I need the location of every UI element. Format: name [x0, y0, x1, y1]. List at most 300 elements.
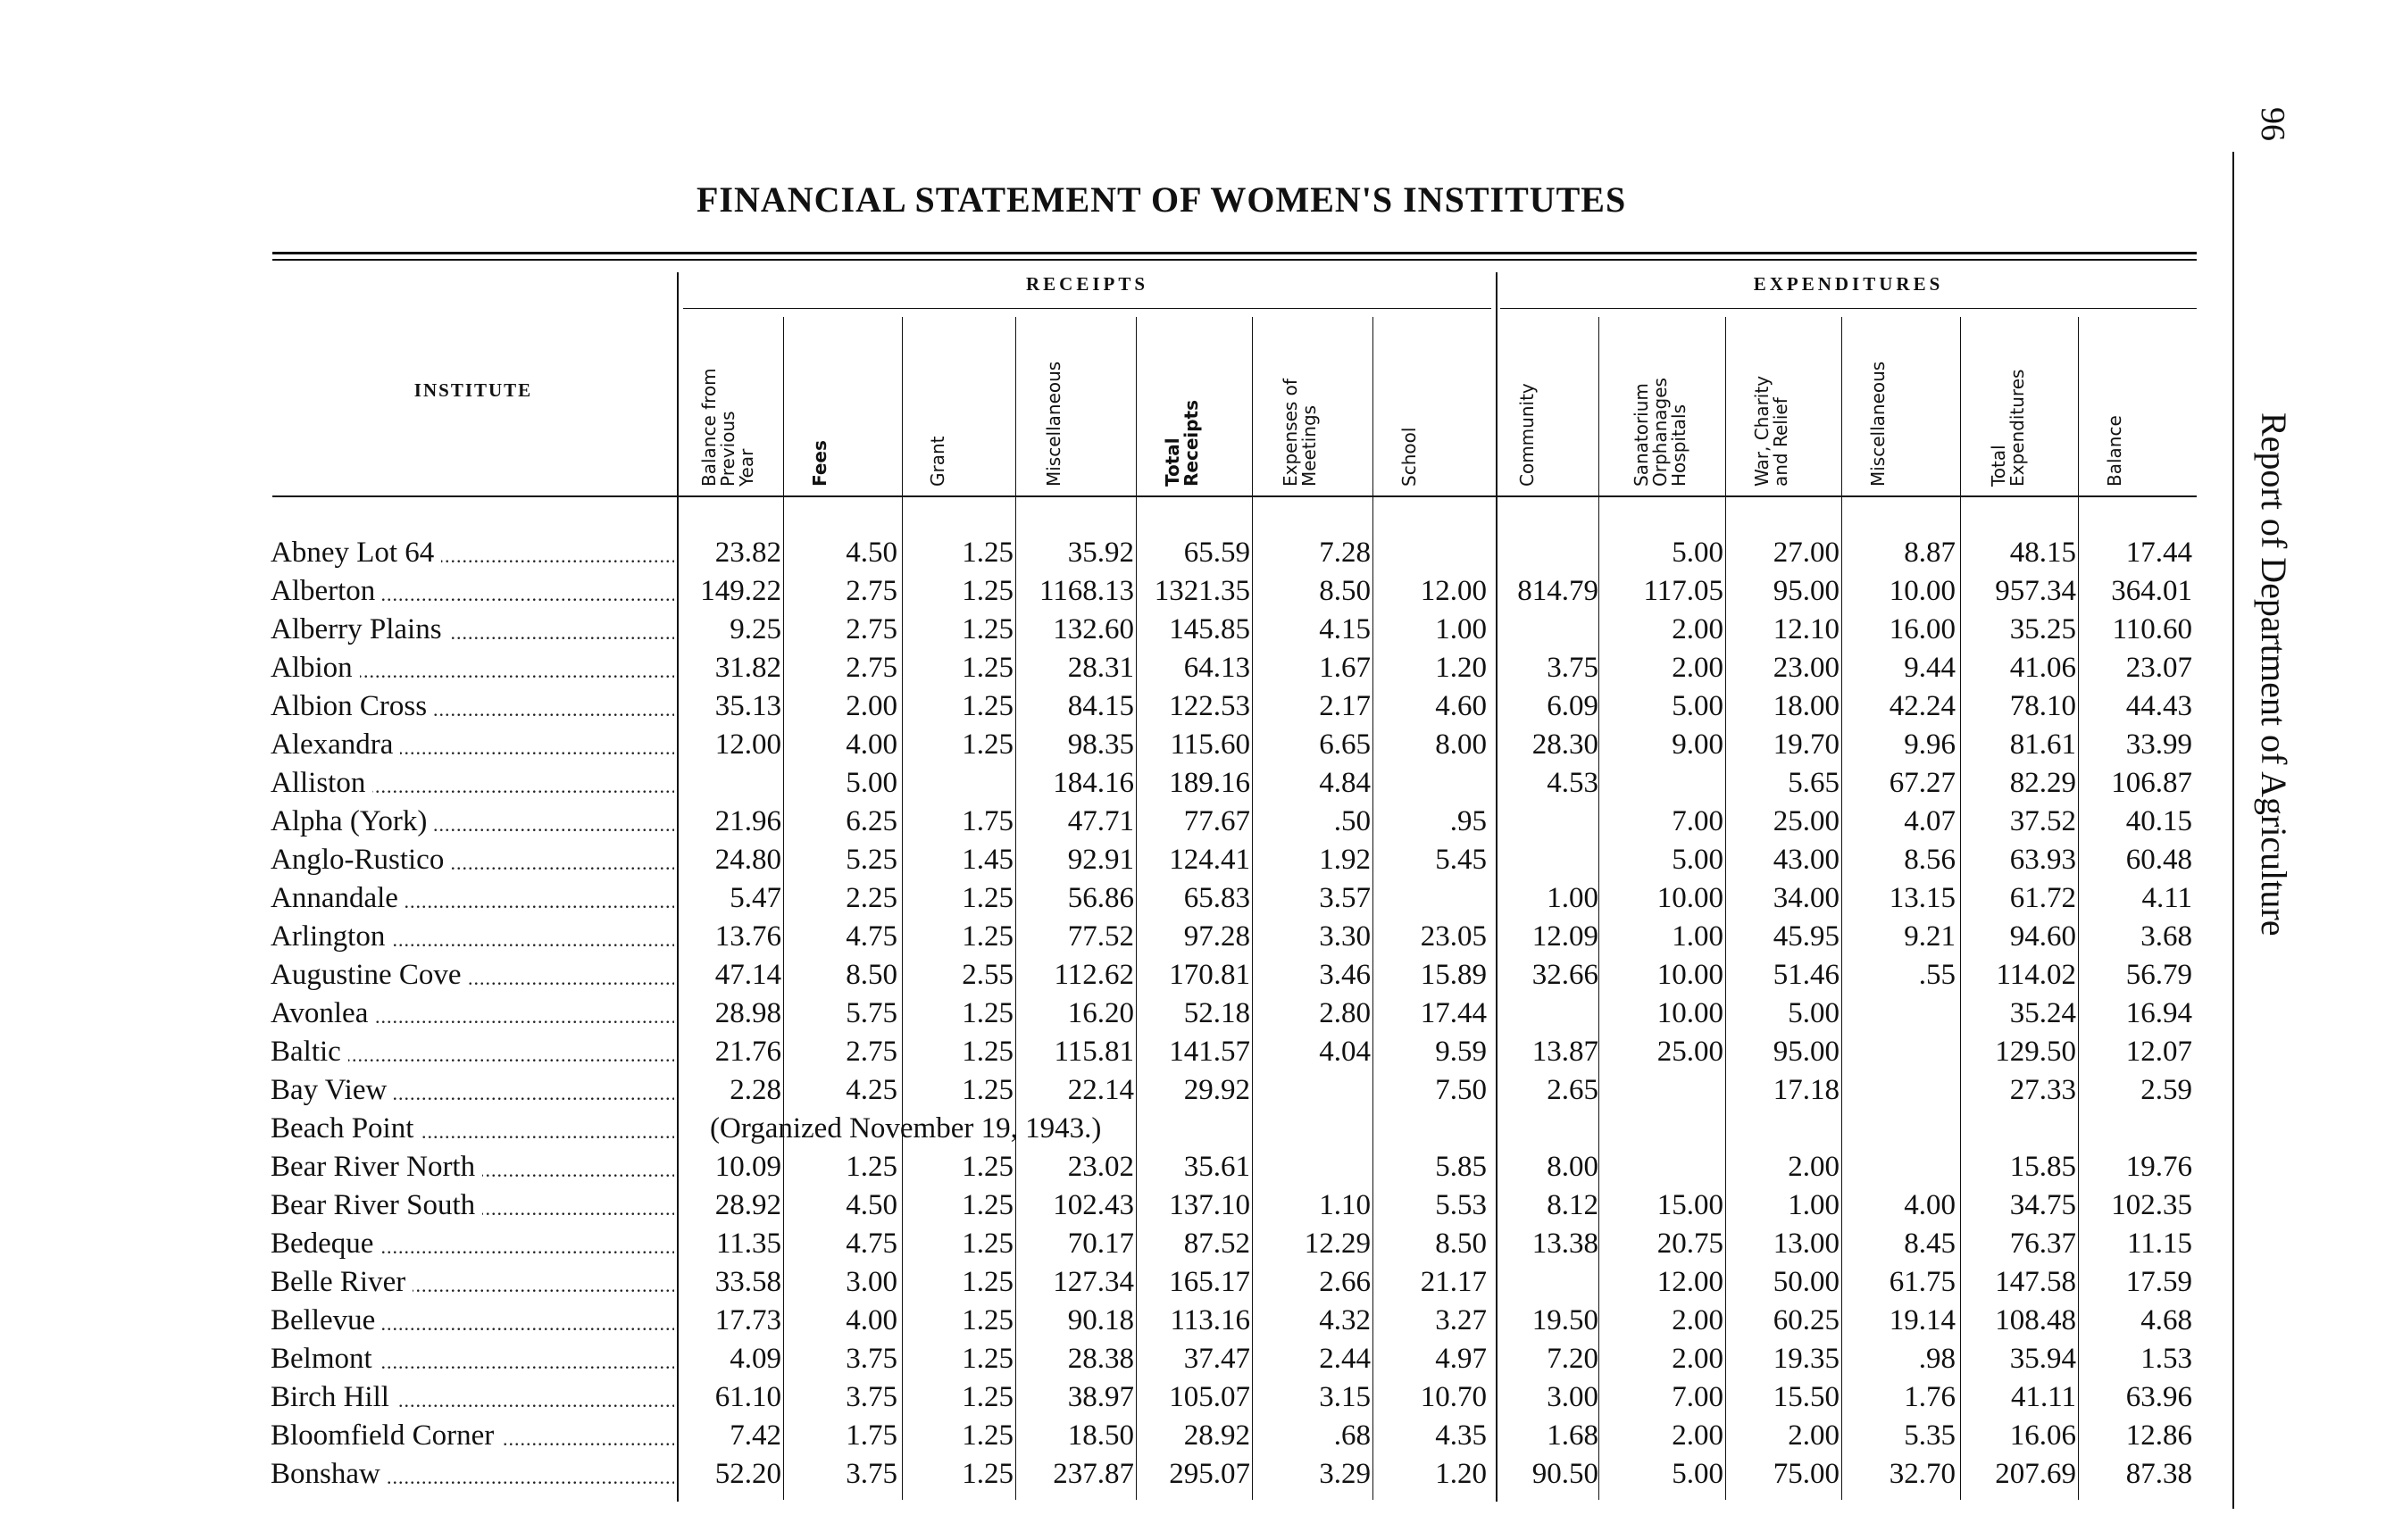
value-cell: 207.69 — [1995, 1458, 2076, 1490]
value-cell: 95.00 — [1773, 575, 1840, 607]
value-cell: 90.18 — [1067, 1304, 1134, 1336]
value-cell: 64.13 — [1183, 652, 1250, 684]
value-cell: 2.00 — [1672, 1419, 1723, 1452]
value-cell: 3.00 — [1547, 1381, 1598, 1413]
institute-name-cell — [271, 995, 674, 1033]
value-cell: 41.11 — [2010, 1381, 2076, 1413]
institute-name: Bloomfield Corner — [271, 1419, 501, 1452]
value-cell: 98.35 — [1067, 728, 1134, 761]
table-row — [0, 572, 2232, 611]
row-note: (Organized November 19, 1943.) — [710, 1112, 1102, 1145]
institute-name: Belmont — [271, 1343, 380, 1375]
value-cell: 7.00 — [1672, 1381, 1723, 1413]
value-cell: 11.15 — [2126, 1228, 2192, 1260]
value-cell: 102.43 — [1053, 1189, 1134, 1221]
value-cell: 60.25 — [1773, 1304, 1840, 1336]
value-cell: 16.06 — [2009, 1419, 2076, 1452]
value-cell: .98 — [1918, 1343, 1956, 1375]
receipts-heading: RECEIPTS — [1025, 273, 1149, 295]
institute-name-cell — [271, 1302, 674, 1340]
institute-name-cell — [271, 764, 674, 803]
value-cell: 16.20 — [1067, 997, 1134, 1029]
value-cell: 4.00 — [1904, 1189, 1956, 1221]
value-cell: 9.44 — [1904, 652, 1956, 684]
value-cell: 34.75 — [2009, 1189, 2076, 1221]
page-title: FINANCIAL STATEMENT OF WOMEN'S INSTITUTES — [697, 179, 1627, 220]
value-cell: 5.00 — [1788, 997, 1840, 1029]
value-cell: 78.10 — [2009, 690, 2076, 722]
value-cell: 19.70 — [1773, 728, 1840, 761]
table-row — [0, 687, 2232, 726]
value-cell: 25.00 — [1773, 805, 1840, 837]
value-cell: 63.93 — [2009, 844, 2076, 876]
value-cell: 81.61 — [2009, 728, 2076, 761]
value-cell: 5.45 — [1435, 844, 1487, 876]
value-cell: 23.07 — [2125, 652, 2192, 684]
value-cell: 1.67 — [1319, 652, 1371, 684]
value-cell: 3.27 — [1435, 1304, 1487, 1336]
value-cell: 1.76 — [1904, 1381, 1956, 1413]
value-cell: 1168.13 — [1039, 575, 1134, 607]
value-cell: 17.59 — [2125, 1266, 2192, 1298]
value-cell: 1.00 — [1547, 882, 1598, 914]
institute-heading: INSTITUTE — [413, 379, 533, 401]
value-cell: 3.29 — [1319, 1458, 1371, 1490]
value-cell: 12.00 — [714, 728, 781, 761]
column-header: War, Charity and Relief — [1750, 375, 1791, 487]
value-cell: 113.16 — [1170, 1304, 1250, 1336]
institute-name-cell — [271, 956, 674, 995]
value-cell: 10.09 — [714, 1151, 781, 1183]
table-row — [0, 1417, 2232, 1455]
value-cell: 1.25 — [962, 1228, 1014, 1260]
value-cell: 9.96 — [1904, 728, 1956, 761]
value-cell: 35.61 — [1183, 1151, 1250, 1183]
value-cell: 17.18 — [1773, 1074, 1840, 1106]
running-header — [2241, 107, 2295, 936]
value-cell: 52.18 — [1183, 997, 1250, 1029]
table-row — [0, 879, 2232, 918]
value-cell: 2.00 — [1788, 1419, 1840, 1452]
column-header: Balance — [2103, 415, 2125, 487]
value-cell: 102.35 — [2111, 1189, 2192, 1221]
value-cell: 5.00 — [1672, 690, 1723, 722]
column-header: Fees — [808, 440, 830, 487]
value-cell: 3.75 — [846, 1458, 897, 1490]
institute-name: Belle River — [271, 1266, 413, 1298]
institute-name: Bellevue — [271, 1304, 382, 1336]
value-cell — [1255, 1071, 1371, 1110]
value-cell: 5.00 — [1672, 844, 1723, 876]
institute-name-cell — [271, 1033, 674, 1071]
value-cell: 129.50 — [1995, 1036, 2076, 1068]
top-double-rule-2 — [272, 259, 2197, 261]
value-cell: 50.00 — [1773, 1266, 1840, 1298]
value-cell: 5.35 — [1904, 1419, 1956, 1452]
value-cell: 184.16 — [1053, 767, 1134, 799]
institute-name-cell — [271, 879, 674, 918]
value-cell: 4.97 — [1435, 1343, 1487, 1375]
institute-name: Alliston — [271, 767, 372, 799]
value-cell: 4.09 — [730, 1343, 781, 1375]
value-cell — [1500, 841, 1598, 879]
value-cell: 1.25 — [962, 1304, 1014, 1336]
value-cell: 2.59 — [2140, 1074, 2192, 1106]
value-cell: 15.89 — [1420, 959, 1487, 991]
value-cell: 11.35 — [715, 1228, 781, 1260]
value-cell: 1.25 — [962, 1151, 1014, 1183]
value-cell: 35.13 — [714, 690, 781, 722]
value-cell: 1.25 — [962, 1419, 1014, 1452]
value-cell: 32.66 — [1531, 959, 1598, 991]
value-cell: 12.09 — [1531, 920, 1598, 953]
value-cell: 16.00 — [1889, 613, 1956, 645]
value-cell: 1.10 — [1319, 1189, 1371, 1221]
value-cell: 19.76 — [2125, 1151, 2192, 1183]
value-cell: 4.07 — [1904, 805, 1956, 837]
column-header: Balance from Previous Year — [697, 368, 757, 487]
value-cell: 237.87 — [1053, 1458, 1134, 1490]
value-cell: 28.38 — [1067, 1343, 1134, 1375]
value-cell: 4.84 — [1319, 767, 1371, 799]
value-cell: 35.25 — [2009, 613, 2076, 645]
table-row — [0, 726, 2232, 764]
institute-name-cell — [271, 687, 674, 726]
value-cell: 7.50 — [1435, 1074, 1487, 1106]
institute-name-cell — [271, 1340, 674, 1378]
value-cell: 52.20 — [714, 1458, 781, 1490]
value-cell — [1375, 879, 1487, 918]
value-cell: 108.48 — [1995, 1304, 2076, 1336]
value-cell: 90.50 — [1531, 1458, 1598, 1490]
value-cell: 115.81 — [1054, 1036, 1134, 1068]
value-cell: 3.57 — [1319, 882, 1371, 914]
table-row — [0, 1225, 2232, 1263]
value-cell: 1.25 — [846, 1151, 897, 1183]
value-cell: 2.80 — [1319, 997, 1371, 1029]
institute-name: Bay View — [271, 1074, 394, 1106]
value-cell: 60.48 — [2125, 844, 2192, 876]
value-cell: 27.00 — [1773, 537, 1840, 569]
value-cell: 29.92 — [1183, 1074, 1250, 1106]
value-cell: 2.00 — [1672, 1343, 1723, 1375]
value-cell: 43.00 — [1773, 844, 1840, 876]
value-cell — [1844, 1033, 1956, 1071]
value-cell: 10.00 — [1656, 959, 1723, 991]
value-cell: 1.20 — [1435, 1458, 1487, 1490]
value-cell: 1.25 — [962, 882, 1014, 914]
institute-name-cell — [271, 1225, 674, 1263]
value-cell: 18.00 — [1773, 690, 1840, 722]
value-cell: 4.75 — [846, 920, 897, 953]
value-cell: 92.91 — [1067, 844, 1134, 876]
value-cell: 25.00 — [1656, 1036, 1723, 1068]
value-cell: 145.85 — [1169, 613, 1250, 645]
institute-name-cell — [271, 611, 674, 649]
value-cell: 3.75 — [1547, 652, 1598, 684]
institute-name: Annandale — [271, 882, 405, 914]
value-cell: 7.42 — [730, 1419, 781, 1452]
value-cell: 137.10 — [1169, 1189, 1250, 1221]
value-cell: 34.00 — [1773, 882, 1840, 914]
value-cell: 127.34 — [1053, 1266, 1134, 1298]
column-header: Grant — [927, 436, 948, 487]
institute-name: Bedeque — [271, 1228, 380, 1260]
value-cell: 1.25 — [962, 997, 1014, 1029]
value-cell: 21.96 — [714, 805, 781, 837]
value-cell: 1.68 — [1547, 1419, 1598, 1452]
value-cell: 61.72 — [2009, 882, 2076, 914]
institute-name: Alexandra — [271, 728, 400, 761]
value-cell: 12.86 — [2125, 1419, 2192, 1452]
value-cell: 3.46 — [1319, 959, 1371, 991]
expenditures-rule — [1500, 308, 2197, 309]
value-cell: 77.67 — [1183, 805, 1250, 837]
value-cell: 5.00 — [1672, 537, 1723, 569]
value-cell: 8.00 — [1435, 728, 1487, 761]
value-cell: 23.05 — [1420, 920, 1487, 953]
value-cell: 2.00 — [846, 690, 897, 722]
institute-name: Bear River North — [271, 1151, 482, 1183]
value-cell: 40.15 — [2125, 805, 2192, 837]
value-cell: 5.25 — [846, 844, 897, 876]
column-header: Community — [1516, 383, 1538, 487]
value-cell: 97.28 — [1183, 920, 1250, 953]
value-cell: 2.00 — [1672, 613, 1723, 645]
value-cell: 5.00 — [1672, 1458, 1723, 1490]
value-cell: 33.99 — [2125, 728, 2192, 761]
value-cell: 5.47 — [730, 882, 781, 914]
institute-name-cell — [271, 1455, 674, 1494]
value-cell: 3.68 — [2140, 920, 2192, 953]
value-cell: 21.76 — [714, 1036, 781, 1068]
value-cell: 132.60 — [1053, 613, 1134, 645]
value-cell: 115.60 — [1170, 728, 1250, 761]
value-cell: 19.14 — [1889, 1304, 1956, 1336]
value-cell: 51.46 — [1773, 959, 1840, 991]
value-cell: 35.92 — [1067, 537, 1134, 569]
value-cell: 1.53 — [2140, 1343, 2192, 1375]
value-cell: 5.65 — [1788, 767, 1840, 799]
column-header: Sanatorium Orphanages Hospitals — [1630, 378, 1689, 487]
value-cell: 4.00 — [846, 1304, 897, 1336]
institute-name: Alberton — [271, 575, 382, 607]
value-cell — [906, 764, 1014, 803]
table-row — [0, 534, 2232, 572]
value-cell: 3.30 — [1319, 920, 1371, 953]
value-cell: 7.00 — [1672, 805, 1723, 837]
value-cell — [1500, 1263, 1598, 1302]
value-cell: 110.60 — [2112, 613, 2192, 645]
column-header: Expenses of Meetings — [1280, 379, 1320, 487]
value-cell: 4.25 — [846, 1074, 897, 1106]
value-cell: 2.28 — [730, 1074, 781, 1106]
column-header: Total Expenditures — [1987, 369, 2028, 487]
value-cell: 2.00 — [1788, 1151, 1840, 1183]
value-cell: 2.75 — [846, 652, 897, 684]
value-cell: 1.75 — [846, 1419, 897, 1452]
value-cell: 8.00 — [1547, 1151, 1598, 1183]
value-cell: 28.31 — [1067, 652, 1134, 684]
value-cell: 10.00 — [1656, 997, 1723, 1029]
value-cell: 8.50 — [1435, 1228, 1487, 1260]
running-title: Report of Department of Agriculture — [2254, 412, 2294, 936]
value-cell: 1.25 — [962, 1036, 1014, 1068]
institute-name-cell — [271, 1378, 674, 1417]
table-row — [0, 611, 2232, 649]
value-cell — [1500, 534, 1598, 572]
value-cell: 42.24 — [1889, 690, 1956, 722]
value-cell: 141.57 — [1169, 1036, 1250, 1068]
value-cell: 13.87 — [1531, 1036, 1598, 1068]
value-cell: 295.07 — [1169, 1458, 1250, 1490]
institute-name: Baltic — [271, 1036, 348, 1068]
institute-name: Avonlea — [271, 997, 375, 1029]
value-cell: 4.75 — [846, 1228, 897, 1260]
column-header: Miscellaneous — [1866, 361, 1889, 487]
value-cell — [1844, 1071, 1956, 1110]
value-cell: 31.82 — [714, 652, 781, 684]
institute-name-cell — [271, 1110, 674, 1148]
value-cell: 1.25 — [962, 613, 1014, 645]
institute-name: Birch Hill — [271, 1381, 396, 1413]
value-cell: 24.80 — [714, 844, 781, 876]
value-cell: 22.14 — [1067, 1074, 1134, 1106]
value-cell: 12.00 — [1656, 1266, 1723, 1298]
expenditures-heading: EXPENDITURES — [1753, 273, 1944, 295]
value-cell: 12.10 — [1773, 613, 1840, 645]
value-cell: 19.50 — [1531, 1304, 1598, 1336]
value-cell: 12.29 — [1304, 1228, 1371, 1260]
institute-name: Bonshaw — [271, 1458, 388, 1490]
value-cell: 6.25 — [846, 805, 897, 837]
table-row — [0, 1340, 2232, 1378]
value-cell: 4.50 — [846, 537, 897, 569]
value-cell: 13.38 — [1531, 1228, 1598, 1260]
value-cell: 1.25 — [962, 1343, 1014, 1375]
institute-name: Alpha (York) — [271, 805, 434, 837]
value-cell — [1603, 764, 1723, 803]
value-cell: 124.41 — [1169, 844, 1250, 876]
value-cell: 41.06 — [2009, 652, 2076, 684]
value-cell — [1844, 1148, 1956, 1186]
value-cell: 6.09 — [1547, 690, 1598, 722]
institute-name: Albion Cross — [271, 690, 434, 722]
table-row — [0, 649, 2232, 687]
value-cell: 7.28 — [1319, 537, 1371, 569]
column-header: Miscellaneous — [1043, 361, 1064, 487]
value-cell: 35.24 — [2009, 997, 2076, 1029]
value-cell: .55 — [1918, 959, 1956, 991]
value-cell: 23.02 — [1067, 1151, 1134, 1183]
value-cell: 5.00 — [846, 767, 897, 799]
value-cell: 23.00 — [1773, 652, 1840, 684]
institute-name-cell — [271, 1186, 674, 1225]
value-cell: 10.00 — [1656, 882, 1723, 914]
value-cell: 2.00 — [1672, 1304, 1723, 1336]
value-cell: .50 — [1333, 805, 1371, 837]
value-cell: 48.15 — [2009, 537, 2076, 569]
value-cell: 35.94 — [2009, 1343, 2076, 1375]
value-cell: 1.00 — [1435, 613, 1487, 645]
value-cell: 2.44 — [1319, 1343, 1371, 1375]
value-cell: 4.32 — [1319, 1304, 1371, 1336]
value-cell: 8.12 — [1547, 1189, 1598, 1221]
institute-name-cell — [271, 803, 674, 841]
institute-name: Albion — [271, 652, 360, 684]
value-cell: 1.25 — [962, 1381, 1014, 1413]
value-cell: 87.52 — [1183, 1228, 1250, 1260]
institute-name-cell — [271, 1148, 674, 1186]
value-cell — [1500, 803, 1598, 841]
value-cell: 8.50 — [846, 959, 897, 991]
value-cell: 27.33 — [2009, 1074, 2076, 1106]
value-cell: 44.43 — [2125, 690, 2192, 722]
institute-name-cell — [271, 1417, 674, 1455]
table-row — [0, 1110, 2232, 1148]
value-cell: .95 — [1449, 805, 1487, 837]
value-cell: 56.86 — [1067, 882, 1134, 914]
value-cell: 2.75 — [846, 1036, 897, 1068]
column-header: School — [1397, 427, 1420, 487]
value-cell: 17.73 — [714, 1304, 781, 1336]
value-cell: 16.94 — [2125, 997, 2192, 1029]
value-cell: 28.30 — [1531, 728, 1598, 761]
value-cell: 9.21 — [1904, 920, 1956, 953]
value-cell: 2.55 — [962, 959, 1014, 991]
value-cell: 114.02 — [1996, 959, 2076, 991]
value-cell: 1.25 — [962, 920, 1014, 953]
value-cell: 15.00 — [1656, 1189, 1723, 1221]
value-cell: 33.58 — [714, 1266, 781, 1298]
table-row — [0, 1033, 2232, 1071]
value-cell: 94.60 — [2009, 920, 2076, 953]
value-cell: 364.01 — [2111, 575, 2192, 607]
value-cell: 13.76 — [714, 920, 781, 953]
value-cell — [680, 764, 781, 803]
institute-name-cell — [271, 572, 674, 611]
value-cell: 1.25 — [962, 575, 1014, 607]
value-cell: 2.65 — [1547, 1074, 1598, 1106]
institute-name-cell — [271, 649, 674, 687]
table-row — [0, 841, 2232, 879]
value-cell: 3.15 — [1319, 1381, 1371, 1413]
value-cell: 1.25 — [962, 652, 1014, 684]
value-cell: 8.45 — [1904, 1228, 1956, 1260]
value-cell: 1.92 — [1319, 844, 1371, 876]
value-cell: 20.75 — [1656, 1228, 1723, 1260]
value-cell: 4.04 — [1319, 1036, 1371, 1068]
value-cell: 12.00 — [1420, 575, 1487, 607]
value-cell: 5.75 — [846, 997, 897, 1029]
value-cell: 2.17 — [1319, 690, 1371, 722]
value-cell: 32.70 — [1889, 1458, 1956, 1490]
value-cell: 3.75 — [846, 1343, 897, 1375]
value-cell: 2.75 — [846, 575, 897, 607]
value-cell: 45.95 — [1773, 920, 1840, 953]
value-cell: 21.17 — [1420, 1266, 1487, 1298]
value-cell: 105.07 — [1169, 1381, 1250, 1413]
value-cell: 23.82 — [714, 537, 781, 569]
value-cell — [1500, 995, 1598, 1033]
value-cell: 170.81 — [1169, 959, 1250, 991]
value-cell: 814.79 — [1517, 575, 1598, 607]
institute-name-cell — [271, 726, 674, 764]
value-cell: 4.11 — [2141, 882, 2192, 914]
value-cell: 87.38 — [2125, 1458, 2192, 1490]
value-cell: 47.71 — [1067, 805, 1134, 837]
header-bottom-rule — [272, 495, 2197, 497]
